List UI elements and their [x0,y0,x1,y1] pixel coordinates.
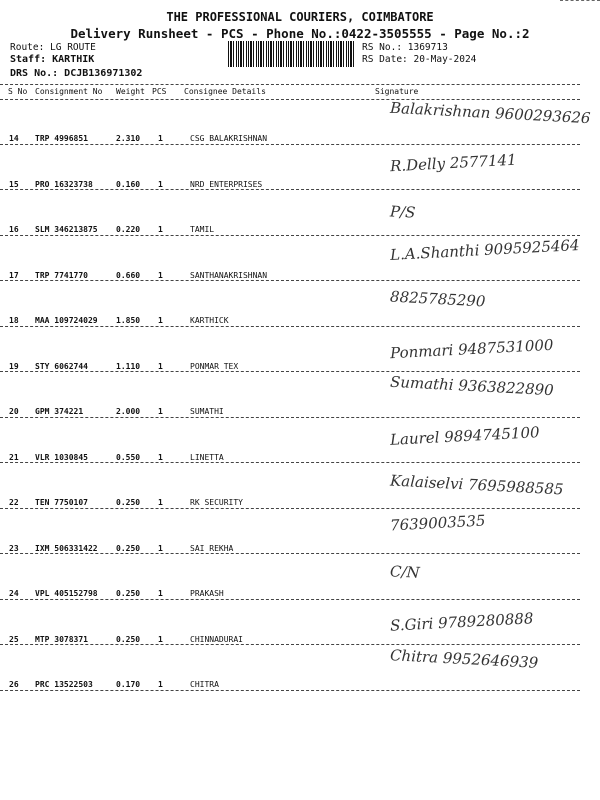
row-signature: Sumathi 9363822890 [389,372,555,400]
row-sno: 21 [9,452,19,462]
row-consignment: STY 6062744 [35,361,88,371]
table-row [0,553,580,600]
table-row [0,599,580,646]
table-row [0,508,580,555]
row-weight: 0.220 [116,225,141,234]
route-label: Route: LG ROUTE [10,42,96,53]
row-pcs: 1 [158,498,163,507]
row-pcs: 1 [158,270,163,280]
row-signature: R.Delly 2577141 [389,150,517,175]
row-consignee: TAMIL [190,225,215,234]
row-consignee: CHITRA [190,680,219,689]
row-consignee: CSG BALAKRISHNAN [190,134,268,143]
col-consignment: Consignment No [35,87,103,96]
row-consignment: VPL 405152798 [35,589,98,598]
row-weight: 2.000 [116,407,141,416]
row-pcs: 1 [158,316,163,325]
row-consignment: PRC 13522503 [35,680,93,689]
table-row [0,371,580,418]
row-sno: 24 [9,589,19,598]
col-weight: Weight [116,87,145,96]
row-weight: 0.250 [116,589,141,598]
row-signature: Laurel 9894745100 [389,422,540,449]
row-consignee: NRD ENTERPRISES [190,179,263,189]
row-consignee: PONMAR TEX [190,361,239,371]
staff-label: Staff: KARTHIK [10,54,95,65]
row-consignment: SLM 346213875 [35,225,98,234]
table-row [0,144,580,191]
table-row [0,644,580,691]
row-consignment: TEN 7750107 [35,498,88,507]
col-signature: Signature [375,87,419,96]
row-signature: 7639003535 [389,511,486,534]
row-sno: 15 [9,179,19,189]
row-consignee: KARTHICK [190,316,229,325]
row-signature: Ponmari 9487531000 [389,335,554,362]
table-row [0,98,591,145]
row-weight: 0.660 [116,270,141,280]
row-weight: 0.250 [116,634,141,644]
row-sno: 22 [9,498,19,507]
row-consignment: MTP 3078371 [35,634,88,644]
row-consignment: GPM 374221 [35,407,84,416]
row-sno: 16 [9,225,19,234]
row-sno: 17 [9,270,19,280]
row-signature: 8825785290 [389,287,486,311]
row-consignment: IXM 506331422 [35,543,98,553]
row-signature: Balakrishnan 9600293626 [389,98,591,128]
row-consignee: RK SECURITY [190,498,243,507]
row-sno: 23 [9,543,19,553]
row-consignment: TRP 4996851 [35,134,88,143]
row-pcs: 1 [158,543,163,553]
row-pcs: 1 [158,634,163,644]
col-sno: S No [8,87,28,96]
rs-number: RS No.: 1369713 [362,42,448,53]
table-row [0,462,580,509]
row-weight: 1.110 [116,361,141,371]
row-pcs: 1 [158,134,163,143]
row-consignment: VLR 1030845 [35,452,88,462]
row-consignment: PRO 16323738 [35,179,93,189]
table-row [0,235,580,282]
row-signature: L.A.Shanthi 9095925464 [389,235,580,264]
row-pcs: 1 [158,179,163,189]
row-sno: 19 [9,361,19,371]
table-row [0,417,580,464]
row-signature: Kalaiselvi 7695988585 [389,471,564,499]
row-pcs: 1 [158,589,163,598]
row-consignee: PRAKASH [190,589,224,598]
row-sno: 25 [9,634,19,644]
row-consignment: TRP 7741770 [35,270,88,280]
row-weight: 0.550 [116,452,141,462]
row-consignment: MAA 109724029 [35,316,98,325]
runsheet-title: Delivery Runsheet - PCS - Phone No.:0422-3505555 - Page No.:2 [70,26,530,41]
table-row [0,189,580,236]
row-consignee: LINETTA [190,452,224,462]
row-consignee: CHINNADURAI [190,634,243,644]
row-signature: Chitra 9952646939 [389,646,539,672]
row-pcs: 1 [158,361,163,371]
row-pcs: 1 [158,452,163,462]
row-sno: 18 [9,316,19,325]
rs-date: RS Date: 20-May-2024 [362,54,477,65]
row-sno: 20 [9,407,19,416]
row-weight: 0.250 [116,498,141,507]
table-row [0,326,580,373]
row-sno: 14 [9,134,19,143]
row-consignee: SAI REKHA [190,543,234,553]
col-pcs: PCS [152,87,167,96]
row-pcs: 1 [158,680,163,689]
row-pcs: 1 [158,407,163,416]
runsheet-header [0,0,600,90]
row-consignee: SUMATHI [190,407,224,416]
row-consignee: SANTHANAKRISHNAN [190,270,268,280]
row-weight: 1.850 [116,316,141,325]
row-signature: C/N [389,562,421,582]
table-row [0,280,580,327]
row-sno: 26 [9,680,19,689]
row-weight: 0.170 [116,680,141,689]
row-signature: P/S [389,202,416,222]
row-pcs: 1 [158,225,163,234]
company-title: THE PROFESSIONAL COURIERS, COIMBATORE [166,10,434,24]
row-weight: 0.160 [116,179,141,189]
barcode-icon [228,41,354,67]
row-weight: 0.250 [116,543,141,553]
row-weight: 2.310 [116,134,141,143]
col-consignee: Consignee Details [184,87,266,96]
row-signature: S.Giri 9789280888 [389,608,534,635]
drs-number: DRS No.: DCJB136971302 [10,68,143,79]
